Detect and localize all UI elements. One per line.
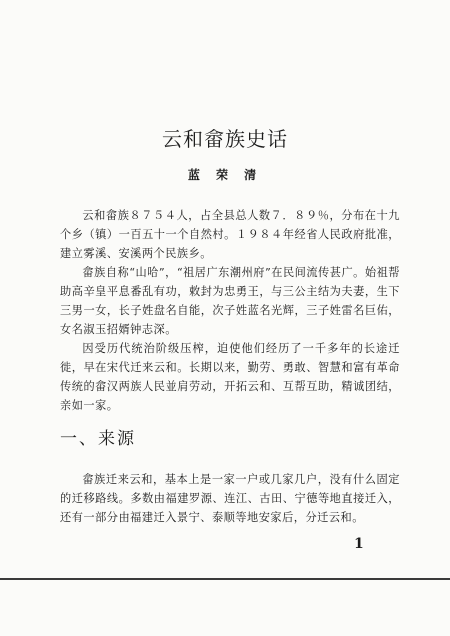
author-name: 蓝 荣 清 — [187, 168, 263, 182]
bottom-rule — [0, 578, 450, 580]
intro-body — [60, 206, 400, 415]
section-body — [60, 470, 400, 527]
page-title: 云和畲族史话 — [162, 127, 288, 151]
paragraph-2: 畲族自称“山哈”，“祖居广东潮州府”在民间流传甚广。始祖帮助高辛皇平息番乱有功，敕封为忠勇王，与三公主结为夫妻，生下三男一女，长子姓盘名自能，次子姓蓝名光辉，三子姓雷名巨佑，女名淑玉招婿钟志深。 — [60, 266, 400, 336]
paragraph-3: 因受历代统治阶级压榨，迫使他们经历了一千多年的长途迁徙，早在宋代迁来云和。长期以来，勤劳、勇敢、智慧和富有革命传统的畲汉两族人民並肩劳动，开拓云和、互帮互助，精诚团结，亲如一家。 — [60, 342, 400, 412]
section-paragraph-1: 畲族迁来云和，基本上是一家一户或几家几户，没有什么固定的迁移路线。多数由福建罗源、连江、古田、宁德等地直接迁入，还有一部分由福建迁入景宁、泰顺等地安家后，分迁云和。 — [60, 473, 400, 524]
page-number: 1 — [354, 536, 364, 552]
paragraph-1: 云和畲族８７５４人，占全县总人数７．８９％，分布在十九个乡（镇）一百五十一个自然村。１９８４年经省人民政府批准，建立雾溪、安溪两个民族乡。 — [60, 209, 400, 260]
section-heading: 一、来源 — [60, 429, 136, 449]
